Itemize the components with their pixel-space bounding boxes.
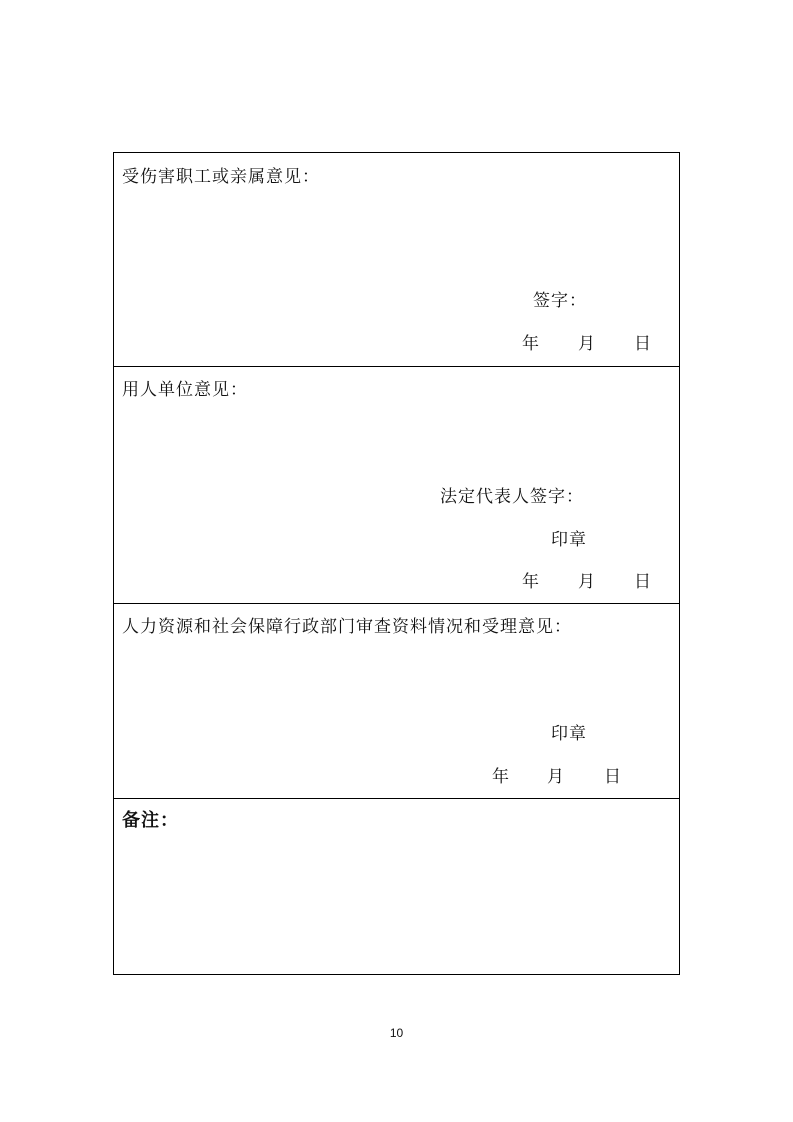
date-year: 年 <box>492 767 510 787</box>
legal-rep-signature-label: 法定代表人签字： <box>440 487 584 507</box>
date-day: 日 <box>634 334 652 354</box>
date-month: 月 <box>578 572 596 592</box>
seal-label: 印章 <box>551 724 587 744</box>
section-worker-opinion <box>114 153 679 366</box>
page-number: 10 <box>389 1026 404 1040</box>
date-month: 月 <box>547 767 565 787</box>
date-year: 年 <box>522 334 540 354</box>
signature-label: 签字： <box>533 291 587 311</box>
date-day: 日 <box>634 572 652 592</box>
form-table <box>113 152 680 975</box>
section-title: 用人单位意见： <box>122 380 248 400</box>
date-year: 年 <box>522 572 540 592</box>
date-day: 日 <box>604 767 622 787</box>
section-hr-department-opinion <box>114 603 679 798</box>
section-employer-opinion <box>114 366 679 603</box>
seal-label: 印章 <box>551 530 587 550</box>
section-title: 人力资源和社会保障行政部门审查资料情况和受理意见： <box>122 617 572 637</box>
remarks-title: 备注： <box>122 810 179 831</box>
section-title: 受伤害职工或亲属意见： <box>122 167 320 187</box>
section-remarks <box>114 798 679 974</box>
date-month: 月 <box>578 334 596 354</box>
